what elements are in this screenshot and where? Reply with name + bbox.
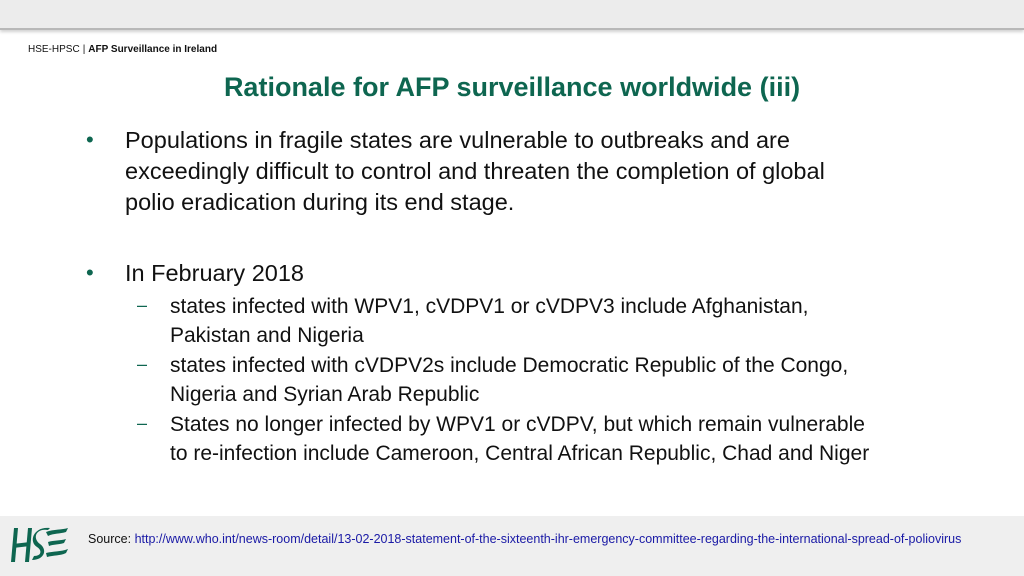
- header-separator: |: [82, 44, 86, 55]
- bullet-1-line-2: exceedingly difficult to control and threaten the completion of global: [125, 158, 825, 184]
- bullet-2-text: [125, 258, 925, 289]
- sub-item-3: [170, 410, 970, 468]
- dash-marker: –: [137, 413, 148, 433]
- sub-item-2-line-2: Nigeria and Syrian Arab Republic: [170, 383, 480, 406]
- sub-item-2: [170, 351, 970, 409]
- header-subtitle: AFP Surveillance in Ireland: [88, 44, 218, 55]
- dash-marker: –: [137, 354, 148, 374]
- sub-item-2-line-1: states infected with cVDPV2s include Democratic Republic of the Congo,: [170, 354, 849, 377]
- header-org: HSE-HPSC: [28, 44, 80, 55]
- bullet-1-line-3: polio eradication during its end stage.: [125, 189, 515, 215]
- sub-item-1-line-2: Pakistan and Nigeria: [170, 324, 364, 347]
- bullet-marker: •: [86, 127, 94, 152]
- bullet-1-text: [125, 125, 925, 218]
- sub-item-1-line-1: states infected with WPV1, cVDPV1 or cVDPV3 include Afghanistan,: [170, 295, 809, 318]
- source-label: Source:: [88, 532, 132, 546]
- sub-item-3-line-2: to re-infection include Cameroon, Central African Republic, Chad and Niger: [170, 442, 870, 465]
- source-citation: [88, 531, 1008, 547]
- source-link[interactable]: http://www.who.int/news-room/detail/13-02-2018-statement-of-the-sixteenth-ihr-emergency-committee-regarding-the-international-spread-of-poliovirus: [134, 532, 962, 546]
- hse-logo-icon: [8, 520, 70, 570]
- slide-title: Rationale for AFP surveillance worldwide (iii): [223, 72, 801, 102]
- sub-item-3-line-1: States no longer infected by WPV1 or cVDPV, but which remain vulnerable: [170, 413, 865, 436]
- sub-item-1: [170, 292, 970, 350]
- bullet-marker: •: [86, 260, 94, 285]
- dash-marker: –: [137, 295, 148, 315]
- bullet-1-line-1: Populations in fragile states are vulnerable to outbreaks and are: [125, 127, 790, 153]
- bullet-2-line-1: In February 2018: [125, 260, 304, 286]
